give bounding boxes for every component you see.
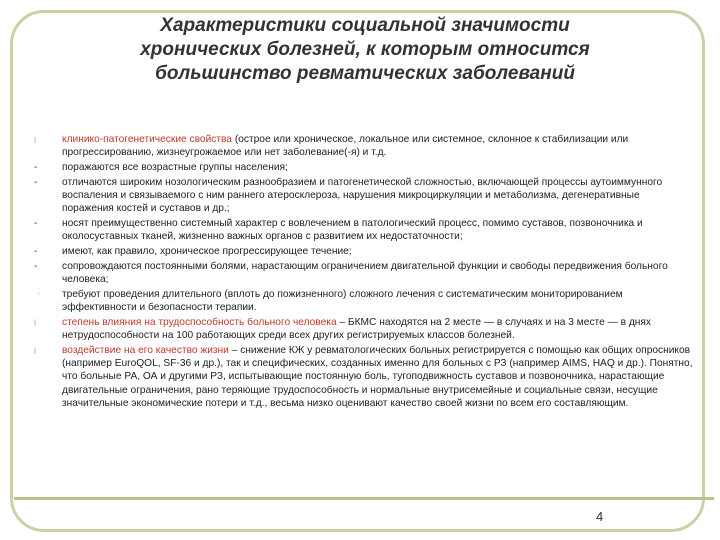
list-item-text: сопровождаются постоянными болями, нарастающим ограничением двигательной функции и свободы передвижения больного человека;: [62, 260, 668, 285]
list-item: [34, 316, 694, 343]
list-item: [34, 288, 694, 315]
list-item-text: требуют проведения длительного (вплоть до пожизненного) сложного лечения с систематическим мониторированием эффективности и безопасности терапии.: [62, 288, 623, 313]
highlight-text: клинико-патогенетические свойства: [62, 134, 232, 145]
list-item-text: [62, 317, 651, 341]
highlight-text: степень влияния на трудоспособность больного человека: [62, 316, 337, 328]
list-item: [34, 344, 694, 411]
item-body: (острое или хроническое, локальное или системное, склонное к стабилизации или прогрессированию, жизнеугрожаемое или нет заболевание(-я) и т.д.: [62, 134, 629, 159]
item-body: – снижение КЖ у ревматологических больных регистрируется с помощью как общих опросников (например EuroQOL, SF-36 и др.), так и специфических, созданных именно для больных с РЗ (например AIMS, HAQ и др.). Понятно, что больные РА, ОА и другими РЗ, испытывающие постоянную боль, тугоподвижность суставов и позвоночника, нарастающие двигательные ограничения, рано теряющие трудоспособность и нормальные внутрисемейные и социальные связи, несущие значительные экономические потери и т.д., весьма низко оценивают качество своей жизни по всем его составляющим.: [62, 344, 693, 410]
list-item-text: [62, 134, 628, 158]
item-body: – БКМС находятся на 2 месте — в случаях и на 3 месте — в днях нетрудоспособности на 100 работающих среди всех других регистрируемых классов болезней.: [62, 316, 652, 341]
bullet-marker: l: [34, 317, 36, 328]
dash-marker: -: [34, 176, 38, 188]
list-item: [34, 217, 694, 244]
dash-marker: -: [34, 260, 38, 272]
highlight-text: воздействие на его качество жизни: [62, 344, 229, 356]
list-item: [34, 260, 694, 287]
list-item-text: носят преимущественно системный характер с вовлечением в патологический процесс, помимо суставов, позвоночника и околосуставных тканей, жизненно важных органов с развитием их недостаточности;: [62, 218, 643, 243]
footer-divider: [14, 497, 714, 500]
list-item: [34, 161, 694, 174]
slide-title: Характеристики социальной значимости хронических болезней, к которым относится большинство ревматических заболеваний: [140, 15, 590, 84]
list-item-text: поражаются все возрастные группы населения;: [62, 162, 288, 173]
page-number: 4: [596, 509, 604, 524]
bullet-list: [34, 133, 694, 412]
dash-marker: -: [34, 162, 38, 173]
list-item-text: [62, 345, 693, 410]
dot-marker: ·: [37, 287, 41, 299]
list-item: [34, 133, 694, 160]
bullet-marker: l: [34, 135, 36, 145]
list-item: [34, 176, 694, 216]
list-item-text: отличаются широким нозологическим разнообразием и патогенетической сложностью, включающей процессы аутоиммунного воспаления и связываемого с ним раннего атеросклероза, нарушения микроциркуляции и метаболизма, дегенеративные поражения костей и суставов и др.;: [62, 176, 663, 215]
dash-marker: -: [34, 218, 38, 229]
list-item-text: имеют, как правило, хроническое прогрессирующее течение;: [62, 246, 352, 257]
bullet-marker: l: [34, 345, 36, 356]
dash-marker: -: [34, 246, 38, 257]
list-item: [34, 245, 694, 258]
